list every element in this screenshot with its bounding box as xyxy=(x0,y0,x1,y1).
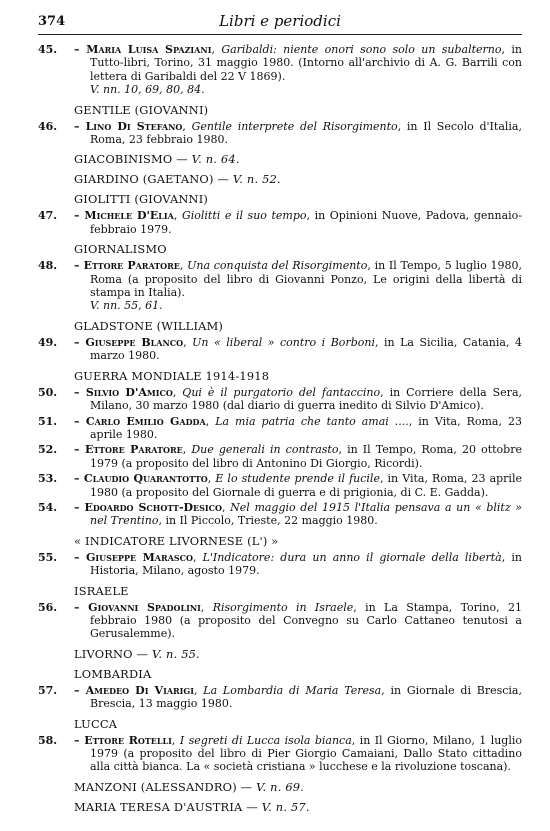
section-heading-text: LUCCA xyxy=(74,716,118,731)
cross-reference: V. n. 55. xyxy=(151,646,200,661)
bibliography-entry: 58. – Ettore Rotelli, I segreti di Lucca isola bianca, in Il Giorno, Milano, 1 luglio 1979 (a proposito del libro di Pier Giorgio Camaiani, Dallo Stato cittadino alla città bianca. La « società cristiana » lucchese e la rivoluzione toscana). xyxy=(38,733,522,774)
section-heading-text: LIVORNO — xyxy=(74,646,149,661)
bibliography-entry: 56. – Giovanni Spadolini, Risorgimento in Israele, in La Stampa, Torino, 21 febbraio 1980 (a proposito del Convegno su Carlo Cattaneo tenutosi a Gerusalemme). xyxy=(38,600,522,641)
bibliography-entry: 51. – Carlo Emilio Gadda, La mia patria che tanto amai ...., in Vita, Roma, 23 aprile 1980. xyxy=(38,414,522,441)
entry-number: 51. xyxy=(38,414,58,428)
section-heading xyxy=(74,369,522,383)
entry-number: 58. xyxy=(38,733,58,747)
section-heading-text: MANZONI (ALESSANDRO) — xyxy=(74,779,253,794)
entry-number: 48. xyxy=(38,259,58,273)
entry-details: , in Corriere della Sera, Milano, 30 marzo 1980 (dal diario di guerra inedito di Silvio D'Amico). xyxy=(90,385,522,413)
entry-number: 54. xyxy=(38,500,58,514)
entry-title: Giolitti e il suo tempo xyxy=(181,209,307,223)
entry-title: Gentile interprete del Risorgimento xyxy=(191,119,398,133)
entry-author: Giuseppe Blanco xyxy=(85,335,184,349)
cross-reference: V. n. 69. xyxy=(256,779,305,794)
entry-author: Carlo Emilio Gadda xyxy=(85,414,206,428)
entry-number: 45. xyxy=(38,43,58,56)
section-heading xyxy=(74,667,522,681)
entry-number: 47. xyxy=(38,209,58,223)
section-heading xyxy=(74,242,522,256)
section-heading xyxy=(74,152,522,166)
bibliography-entry: 57. – Amedeo Di Viarigi, La Lombardia di Maria Teresa, in Giornale di Brescia, Brescia, 13 maggio 1980. xyxy=(38,683,522,711)
entry-details: , in Il Piccolo, Trieste, 22 maggio 1980. xyxy=(158,514,378,528)
entry-author: Silvio D'Amico xyxy=(85,385,173,399)
section-heading xyxy=(74,647,522,661)
entry-details: , in Il Giorno, Milano, 1 luglio 1979 (a proposito del libro di Pier Giorgio Camaiani, Dallo Stato cittadino alla città bianca. La « società cristiana » lucchese e la rivoluzione toscana). xyxy=(90,733,522,774)
entry-details: , in Opinioni Nuove, Padova, gennaio-febbraio 1979. xyxy=(90,209,522,236)
entry-number: 57. xyxy=(38,683,58,697)
section-heading-text: GIORNALISMO xyxy=(74,242,167,257)
entry-number: 46. xyxy=(38,119,58,133)
section-heading-text: GIOLITTI (GIOVANNI) xyxy=(74,192,209,207)
entry-title: La Lombardia di Maria Teresa xyxy=(203,683,382,697)
entry-title: Due generali in contrasto xyxy=(191,443,339,457)
section-heading-text: LOMBARDIA xyxy=(74,666,152,681)
section-heading-text: GIARDINO (GAETANO) — xyxy=(74,172,230,187)
entry-details: , in Il Secolo d'Italia, Roma, 23 febbraio 1980. xyxy=(90,119,522,147)
section-heading xyxy=(74,103,522,117)
section-heading xyxy=(74,717,522,731)
entry-details: , in Historia, Milano, agosto 1979. xyxy=(90,550,522,578)
page-number: 374 xyxy=(38,14,66,29)
cross-reference: V. n. 57. xyxy=(261,799,310,814)
entry-author: Lino Di Stefano xyxy=(85,119,183,133)
entry-title: La mia patria che tanto amai .... xyxy=(215,414,409,428)
entry-number: 55. xyxy=(38,550,58,564)
entry-title: Garibaldi: niente onori sono solo un subalterno xyxy=(221,43,502,56)
entry-author: Ettore Rotelli xyxy=(84,733,172,747)
running-title: Libri e periodici xyxy=(219,12,341,30)
cross-reference: V. n. 64. xyxy=(191,152,240,167)
section-heading xyxy=(74,584,522,598)
bibliography-entry: 46. – Lino Di Stefano, Gentile interprete del Risorgimento, in Il Secolo d'Italia, Roma, 23 febbraio 1980. xyxy=(38,119,522,147)
section-heading xyxy=(74,780,522,794)
entry-details: , in Il Tempo, 5 luglio 1980, Roma (a proposito del libro di Giovanni Ponzo, Le origini della libertà di stampa in Italia). xyxy=(90,259,522,300)
entry-number: 50. xyxy=(38,385,58,399)
bibliography-entry: 47. – Michele D'Elia, Giolitti e il suo tempo, in Opinioni Nuove, Padova, gennaio-febbraio 1979. xyxy=(38,209,522,236)
section-heading-text: GENTILE (GIOVANNI) xyxy=(74,102,209,117)
entry-author: Michele D'Elia xyxy=(84,209,174,223)
entry-title: Qui è il purgatorio del fantaccino xyxy=(182,385,381,399)
entry-author: Amedeo Di Viarigi xyxy=(85,683,195,697)
entry-number: 49. xyxy=(38,335,58,349)
entry-title: E lo studente prende il fucile xyxy=(215,472,380,486)
entry-title: Un « liberal » contro i Borboni xyxy=(192,335,375,349)
section-heading xyxy=(74,172,522,186)
entry-details: , in La Stampa, Torino, 21 febbraio 1980 (a proposito del Convegno su Carlo Cattaneo tenutosi a Gerusalemme). xyxy=(90,600,522,641)
entry-author: Claudio Quarantotto xyxy=(83,472,208,486)
bibliography-entry: 50. – Silvio D'Amico, Qui è il purgatorio del fantaccino, in Corriere della Sera, Milano, 30 marzo 1980 (dal diario di guerra inedito di Silvio D'Amico). xyxy=(38,385,522,413)
entry-number: 52. xyxy=(38,443,58,457)
bibliography-entry: 54. – Edoardo Schott-Desico, Nel maggio del 1915 l'Italia pensava a un « blitz » nel Trentino, in Il Piccolo, Trieste, 22 maggio 1980. xyxy=(38,500,522,528)
bibliography-entry: 48. – Ettore Paratore, Una conquista del Risorgimento, in Il Tempo, 5 luglio 1980, Roma (a proposito del libro di Giovanni Ponzo, Le origini della libertà di stampa in Italia). V. nn. 55, 61. xyxy=(38,259,522,313)
section-heading-text: GIACOBINISMO — xyxy=(74,152,188,167)
entry-author: Edoardo Schott-Desico xyxy=(84,500,223,514)
entry-author: Giuseppe Marasco xyxy=(85,550,193,564)
section-heading xyxy=(74,192,522,206)
section-heading-text: GUERRA MONDIALE 1914-1918 xyxy=(74,368,270,383)
section-heading xyxy=(74,800,522,814)
bibliography-entry: 45. – Maria Luisa Spaziani, Garibaldi: niente onori sono solo un subalterno, in Tutto-libri, Torino, 31 maggio 1980. (Intorno all'archivio di A. G. Barrili con lettera di Garibaldi del 22 V 1869). V. nn. 10, 69, 80, 84. xyxy=(38,43,522,97)
section-heading xyxy=(74,534,522,548)
section-heading-text: « INDICATORE LIVORNESE (L') » xyxy=(74,533,279,548)
section-heading-text: ISRAELE xyxy=(74,583,129,598)
bibliography-entry: 53. – Claudio Quarantotto, E lo studente prende il fucile, in Vita, Roma, 23 aprile 1980 (a proposito del Giornale di guerra e di prigionia, di C. E. Gadda). xyxy=(38,472,522,499)
bibliography-entry: 55. – Giuseppe Marasco, L'Indicatore: dura un anno il giornale della libertà, in Historia, Milano, agosto 1979. xyxy=(38,550,522,578)
entry-author: Ettore Paratore xyxy=(83,259,180,273)
running-header xyxy=(38,12,522,35)
cross-reference: V. nn. 55, 61. xyxy=(90,299,163,313)
bibliography-entry: 52. – Ettore Paratore, Due generali in contrasto, in Il Tempo, Roma, 20 ottobre 1979 (a proposito del libro di Antonino Di Giorgio, Ricordi). xyxy=(38,443,522,470)
entry-title: Una conquista del Risorgimento xyxy=(187,259,368,273)
section-heading-text: MARIA TERESA D'AUSTRIA — xyxy=(74,799,258,814)
entry-details: , in Tutto-libri, Torino, 31 maggio 1980. (Intorno all'archivio di A. G. Barrili con lettera di Garibaldi del 22 V 1869). xyxy=(90,43,522,83)
entry-author: Ettore Paratore xyxy=(84,443,183,457)
entry-details: , in Vita, Roma, 23 aprile 1980 (a proposito del Giornale di guerra e di prigionia, di C. E. Gadda). xyxy=(90,472,522,499)
cross-reference: V. n. 52. xyxy=(232,172,281,187)
entry-number: 53. xyxy=(38,472,58,486)
entry-title: Risorgimento in Israele xyxy=(212,600,354,614)
entry-number: 56. xyxy=(38,600,58,614)
section-heading xyxy=(74,319,522,333)
entry-title: I segreti di Lucca isola bianca xyxy=(179,733,352,747)
entry-details: , in Il Tempo, Roma, 20 ottobre 1979 (a proposito del libro di Antonino Di Giorgio, Ricordi). xyxy=(90,443,522,470)
entry-author: Maria Luisa Spaziani xyxy=(86,43,212,56)
entry-title: Nel maggio del 1915 l'Italia pensava a un « blitz » nel Trentino xyxy=(90,500,522,528)
entry-details: , in La Sicilia, Catania, 4 marzo 1980. xyxy=(90,335,522,363)
section-heading-text: GLADSTONE (WILLIAM) xyxy=(74,318,224,333)
entry-details: , in Giornale di Brescia, Brescia, 13 maggio 1980. xyxy=(90,683,522,711)
entry-title: L'Indicatore: dura un anno il giornale della libertà xyxy=(202,550,502,564)
entry-author: Giovanni Spadolini xyxy=(88,600,201,614)
entry-details: , in Vita, Roma, 23 aprile 1980. xyxy=(90,414,522,441)
cross-reference: V. nn. 10, 69, 80, 84. xyxy=(90,83,205,97)
bibliography-entry: 49. – Giuseppe Blanco, Un « liberal » contro i Borboni, in La Sicilia, Catania, 4 marzo 1980. xyxy=(38,335,522,363)
bibliography-list xyxy=(38,43,522,814)
